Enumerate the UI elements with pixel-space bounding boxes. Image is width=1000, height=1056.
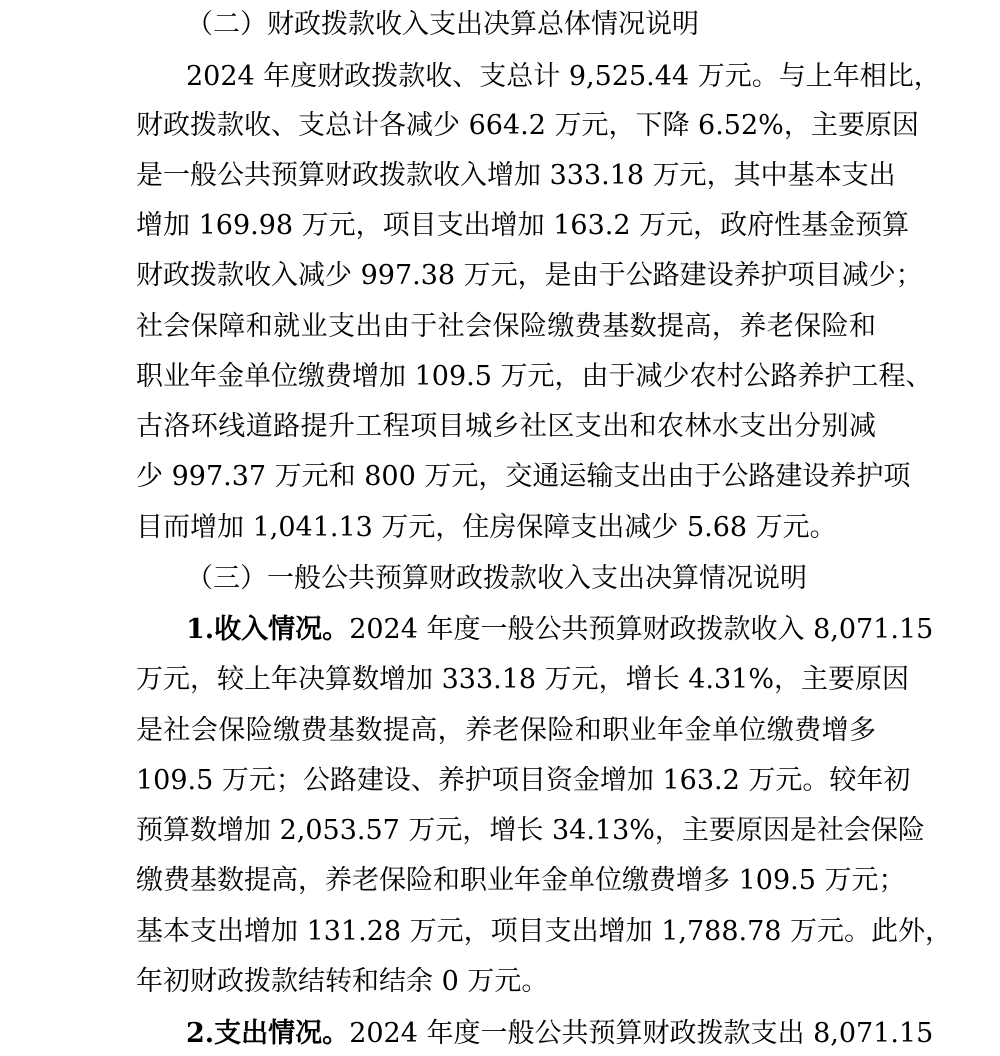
paragraph-line: 是社会保险缴费基数提高，养老保险和职业年金单位缴费增多 (136, 715, 876, 746)
paragraph-line: 少 997.37 万元和 800 万元，交通运输支出由于公路建设养护项 (136, 461, 911, 492)
paragraph-line: 缴费基数提高，养老保险和职业年金单位缴费增多 109.5 万元； (136, 865, 906, 896)
paragraph-line: 基本支出增加 131.28 万元，项目支出增加 1,788.78 万元。此外， (136, 916, 953, 947)
section-heading-3: （三）一般公共预算财政拨款收入支出决算情况说明 (186, 563, 807, 594)
paragraph-line: 增加 169.98 万元，项目支出增加 163.2 万元，政府性基金预算 (136, 210, 910, 241)
paragraph-line: 预算数增加 2,053.57 万元，增长 34.13%，主要原因是社会保险 (136, 815, 925, 846)
paragraph-line: 社会保障和就业支出由于社会保险缴费基数提高，养老保险和 (136, 311, 876, 342)
paragraph-line: 是一般公共预算财政拨款收入增加 333.18 万元，其中基本支出 (136, 160, 896, 191)
paragraph-line: 财政拨款收入减少 997.38 万元，是由于公路建设养护项目减少； (136, 260, 923, 291)
expenditure-first-line-text: 2024 年度一般公共预算财政拨款支出 8,071.15 (349, 1018, 934, 1049)
section-heading-2: （二）财政拨款收入支出决算总体情况说明 (186, 9, 699, 40)
paragraph-line: 2024 年度财政拨款收、支总计 9,525.44 万元。与上年相比， (186, 61, 941, 92)
paragraph-line: 年初财政拨款结转和结余 0 万元。 (136, 966, 549, 997)
income-label: 1.收入情况。 (186, 614, 350, 645)
expenditure-first-line (186, 1014, 934, 1054)
expenditure-label: 2.支出情况。 (186, 1018, 350, 1049)
paragraph-line: 目而增加 1,041.13 万元，住房保障支出减少 5.68 万元。 (136, 512, 837, 543)
income-first-line-text: 2024 年度一般公共预算财政拨款收入 8,071.15 (349, 614, 934, 645)
income-first-line (186, 610, 934, 650)
paragraph-line: 财政拨款收、支总计各减少 664.2 万元，下降 6.52%，主要原因 (136, 110, 919, 141)
paragraph-line: 职业年金单位缴费增加 109.5 万元，由于减少农村公路养护工程、 (136, 361, 933, 392)
paragraph-line: 万元，较上年决算数增加 333.18 万元，增长 4.31%，主要原因 (136, 664, 909, 695)
paragraph-line: 109.5 万元；公路建设、养护项目资金增加 163.2 万元。较年初 (136, 765, 911, 796)
paragraph-line: 古洛环线道路提升工程项目城乡社区支出和农林水支出分别减 (136, 411, 876, 442)
